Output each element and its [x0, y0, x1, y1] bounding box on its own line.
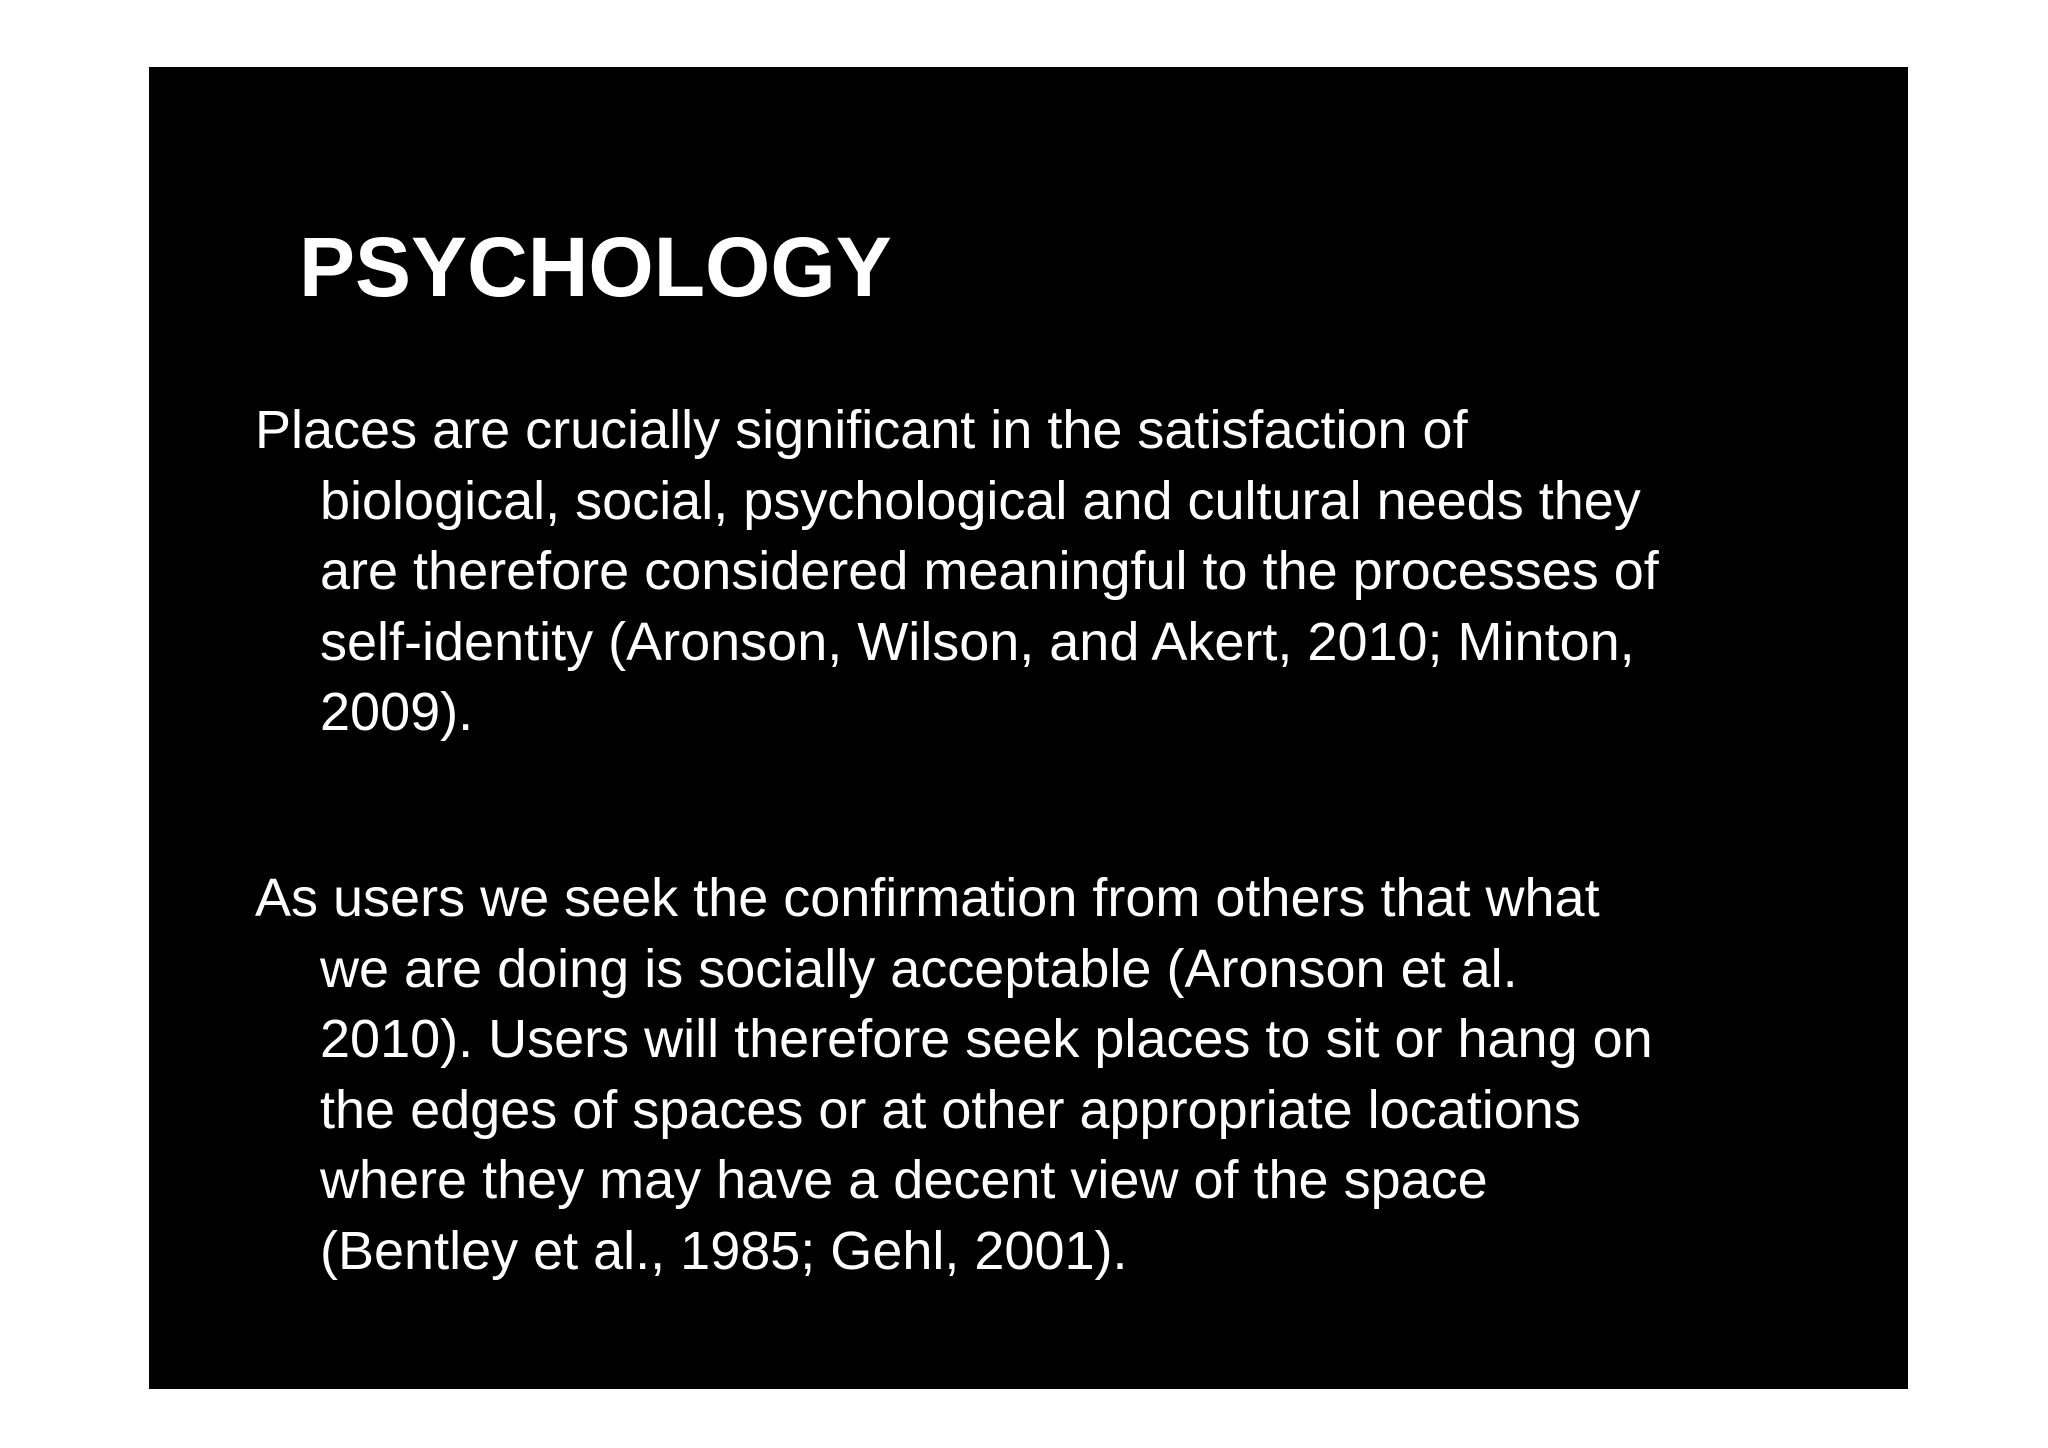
paragraph-line: self-identity (Aronson, Wilson, and Akert, 2010; Minton, [320, 611, 1635, 672]
paragraph-line: where they may have a decent view of the space [320, 1150, 1488, 1210]
paragraph-line: 2010). Users will therefore seek places to sit or hang on [320, 1009, 1653, 1069]
slide-title: PSYCHOLOGY [299, 220, 892, 314]
paragraph-line: As users we seek the confirmation from others that what [255, 868, 1600, 928]
paragraph-line: we are doing is socially acceptable (Aronson et al. [320, 938, 1518, 999]
slide [149, 67, 1908, 1389]
paragraph-line: biological, social, psychological and cultural needs they [320, 470, 1641, 531]
paragraph-line: (Bentley et al., 1985; Gehl, 2001). [320, 1220, 1128, 1281]
paragraph-line: the edges of spaces or at other appropriate locations [320, 1079, 1581, 1140]
paragraph-line: Places are crucially significant in the satisfaction of [255, 400, 1468, 460]
paragraph-places [255, 395, 1815, 748]
paragraph-line: are therefore considered meaningful to the processes of [320, 541, 1659, 601]
paragraph-users [255, 863, 1815, 1286]
paragraph-line: 2009). [320, 682, 474, 742]
